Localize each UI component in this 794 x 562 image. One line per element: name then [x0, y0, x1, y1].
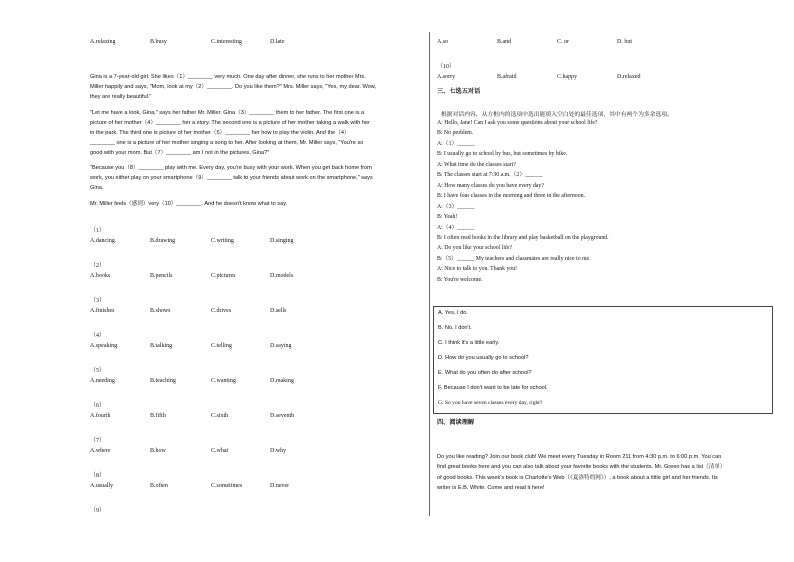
dialogue-line: B: I have four classes in the morning and three in the afternoon.	[437, 193, 585, 200]
box-option: G. So you have seven classes every day, right?	[438, 400, 543, 406]
box-option: A. Yes, I do.	[438, 310, 468, 316]
section-title: 三、七选五对话	[437, 88, 481, 95]
question-number: （5）	[90, 368, 106, 374]
option-b: B.talking	[150, 343, 173, 349]
dialogue-line: A:（1）______	[437, 140, 475, 147]
dialogue-line: B:（5）______ My teachers and classmates are really nice to me.	[437, 255, 591, 262]
option-b: B.teaching	[150, 378, 176, 384]
question-number: （9）	[90, 508, 106, 514]
option-a: A.usually	[90, 483, 114, 489]
option-d: D.making	[270, 378, 294, 384]
box-option: F. Because I don't want to be late for school.	[438, 385, 548, 391]
dialogue-line: B: I usually go to school by bus, but sometimes by bike.	[437, 151, 568, 158]
question-number: （4）	[90, 333, 106, 339]
box-option: C. I think it's a little early.	[438, 340, 500, 346]
box-option: D. How do you usually go to school?	[438, 355, 529, 361]
passage-line: Mr. Miller feels（感到）very（10）________. And he doesn't know what to say.	[90, 201, 288, 207]
dialogue-line: A:（4）______	[437, 224, 475, 231]
question-number: （7）	[90, 438, 106, 444]
passage-line: "Because you（8）________ play with me. Every day, you're busy with your work. When you get back home from	[90, 165, 372, 171]
dialogue-line: B: The classes start at 7:30 a.m.（2）______	[437, 172, 543, 179]
option-d: D.singing	[270, 238, 294, 244]
cloze-passage	[90, 163, 373, 193]
dialogue-line: A: Nice to talk to you. Thank you!	[437, 266, 518, 273]
passage-line: Gina.	[90, 185, 104, 192]
cloze-passage	[90, 72, 376, 102]
reading-passage	[437, 452, 726, 494]
option-b: B.shows	[150, 308, 171, 314]
option-d: D.why	[270, 448, 287, 454]
question-number: （1）	[90, 228, 106, 234]
option-b: B.and	[497, 39, 512, 45]
option-a: A.sorry	[437, 74, 456, 80]
option-c: C.sometimes	[211, 483, 243, 489]
option-c: C.happy	[557, 74, 578, 80]
dialogue-line: B: Yeah!	[437, 214, 458, 221]
reading-line: of good books. This week's book is Charlotte's Web（《夏洛特的网》）, a book about a little girl and her friends. Its	[437, 474, 718, 481]
dialogue-line: A: Hello, Jane! Can I ask you some questions about your school life?	[437, 120, 598, 126]
question-number: （6）	[90, 403, 106, 409]
option-b: B.often	[150, 483, 168, 489]
option-a: A.fourth	[90, 413, 111, 419]
option-b: B.afraid	[497, 74, 517, 80]
dialogue-line: A: How many classes do you have every day?	[437, 182, 544, 189]
option-c: C.wanting	[211, 378, 236, 384]
passage-line: picture of her mother（4）________ her a story. The second one is a picture of her mother taking a walk with her	[90, 120, 370, 127]
dialogue-line: B: No problem.	[437, 130, 474, 137]
dialogue-line: B: You're welcome.	[437, 276, 483, 283]
dialogue-line: A: Do you like your school life?	[437, 245, 513, 252]
question-number: （10）	[437, 64, 456, 70]
option-d: D.relaxed	[617, 74, 641, 80]
option-c: C.telling	[211, 343, 232, 349]
option-b: B.how	[150, 448, 166, 454]
dialogue	[437, 118, 609, 285]
option-a: A.needing	[90, 378, 115, 384]
option-a: A.dancing	[90, 238, 115, 244]
question-number: （3）	[90, 298, 106, 304]
dialogue-line: B: I often read books in the library and play basketball on the playground.	[437, 234, 609, 241]
option-b: B.fifth	[150, 413, 166, 419]
option-a: A.so	[437, 39, 449, 45]
section-title: 四、阅读理解	[437, 419, 475, 426]
option-b: B.pencils	[150, 273, 173, 279]
box-option: E. What do you often do after school?	[438, 370, 532, 376]
passage-line: ________ one is a picture of her mother singing a song to her. After looking at them, Mr. Miller says, "You're so	[90, 140, 364, 147]
question-number: （8）	[90, 473, 106, 479]
passage-line: they are really beautiful."	[90, 94, 152, 101]
option-a: A.books	[90, 273, 111, 279]
reading-line: find great books here and you can also talk about your favorite books with the students. Mr. Green has a list（清单）	[437, 464, 726, 471]
option-c: C.what	[211, 448, 229, 454]
option-d: D.saying	[270, 343, 292, 349]
passage-line: "Let me have a look, Gina," says her father Mr. Miller. Gina（3）________ them to her father. The first one is a	[90, 110, 365, 116]
option-a: A.where	[90, 448, 111, 454]
passage-line: Miller happily and says, "Mom, look at my（2）________. Do you like them?" Mrs. Miller says, "Yes, my dear. Wow,	[90, 84, 377, 91]
option-c: C.interesting	[211, 39, 242, 45]
column-divider	[429, 32, 430, 516]
instruction: 根据对话内容，从方框内的选项中选出能填入空白处的最佳选项，其中有两个为多余选项。	[441, 112, 673, 118]
dialogue-line: A:（3）______	[437, 203, 475, 210]
option-b: B.busy	[150, 39, 167, 45]
passage-line: Gina is a 7-year-old girl. She likes（1）________ very much. One day after dinner, she runs to her mother Mrs.	[90, 74, 366, 80]
option-d: D.models	[270, 273, 294, 279]
option-b: B.drawing	[150, 238, 176, 244]
option-d: D.late	[270, 39, 285, 45]
dialogue-line: A: What time do the classes start?	[437, 161, 516, 168]
box-option: B. No, I don't.	[438, 325, 472, 331]
option-d: D.never	[270, 483, 290, 489]
passage-line: in the park. The third one is picture of her mother（5）________ her how to play the violin. And the（4）	[90, 130, 350, 137]
option-d: D.sells	[270, 308, 287, 314]
question-number: （2）	[90, 263, 106, 269]
option-c: C.sixth	[211, 413, 229, 419]
option-c: C.writing	[211, 238, 234, 244]
reading-line: Do you like reading? Join our book club! We meet every Tuesday in Room 211 from 4:30 p.m. to 6:00 p.m. You can	[437, 454, 722, 460]
passage-line: work, you either play on your smartphone（9）________ talk to your friends about work on the smartphone," says	[90, 175, 373, 182]
option-d: D. but	[617, 39, 632, 45]
option-d: D.seventh	[270, 413, 295, 419]
option-c: C.pictures	[211, 273, 236, 279]
option-c: C.drives	[211, 308, 232, 314]
option-a: A.speaking	[90, 343, 118, 349]
reading-line: writer is E.B. White. Come and read it here!	[437, 485, 545, 492]
cloze-passage	[90, 108, 370, 158]
passage-line: good with your mom. But（7）________ am I not in the pictures, Gina?"	[90, 150, 270, 157]
cloze-passage	[90, 199, 287, 209]
option-c: C. or	[557, 39, 569, 45]
option-a: A.relaxing	[90, 39, 116, 45]
options-box	[433, 306, 773, 414]
option-a: A.finishes	[90, 308, 115, 314]
